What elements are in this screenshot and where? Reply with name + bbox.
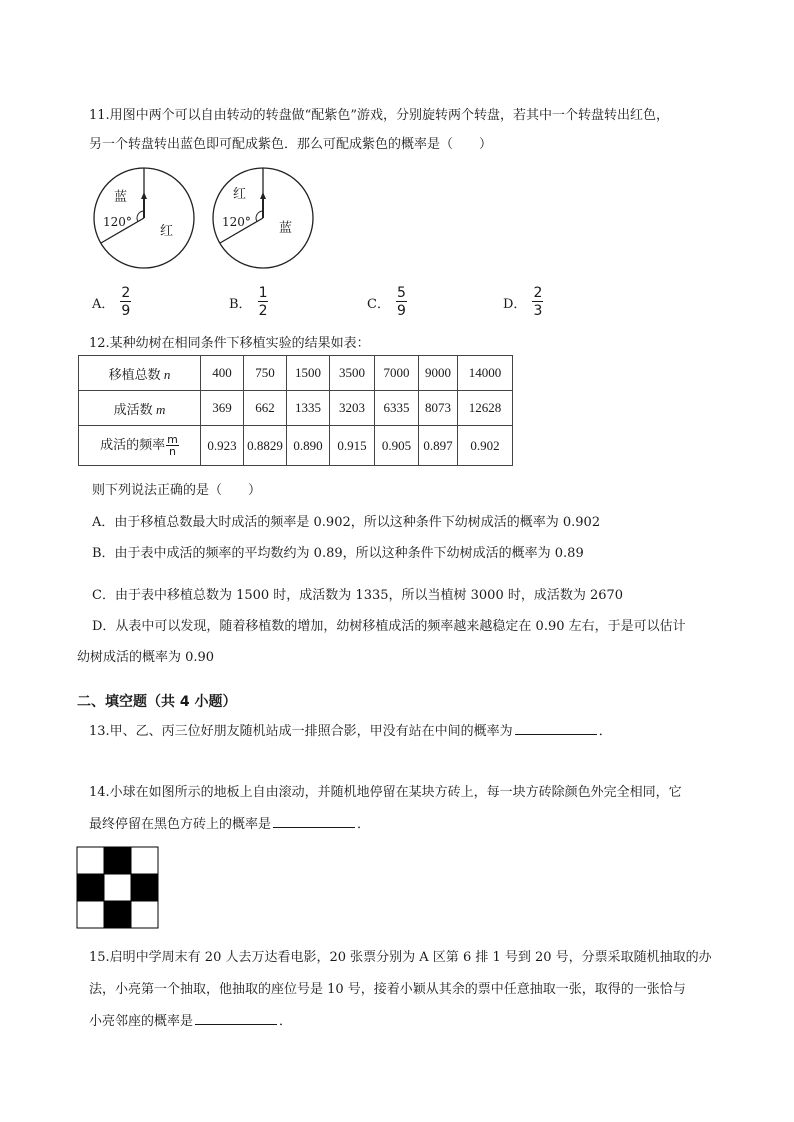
spinner-1-top-label: 蓝 (114, 190, 128, 205)
table-cell: 0.890 (287, 426, 330, 466)
table-row (79, 426, 513, 466)
table-cell: 369 (201, 391, 244, 426)
option-d-fraction (532, 286, 543, 318)
table-row (79, 391, 513, 426)
table-cell: 9000 (419, 356, 458, 391)
fraction-numerator: m (167, 433, 178, 447)
option-letter: B． (229, 296, 252, 312)
frequency-label: 成活的频率 (100, 436, 166, 452)
q12-option-c[interactable]: C．由于表中移植总数为 1500 时，成活数为 1335，所以当植树 3000 时，成活数为 2670 (92, 588, 624, 603)
q14-text: 最终停留在黑色方砖上的概率是 (89, 817, 272, 832)
q12-option-a[interactable]: A．由于移植总数最大时成活的频率是 0.902，所以这种条件下幼树成活的概率为 0.902 (92, 515, 601, 530)
q11-line2: 另一个转盘转出蓝色即可配成紫色．那么可配成紫色的概率是（ ） (89, 137, 493, 152)
fraction-denominator: 9 (121, 303, 131, 319)
table-cell: 3203 (330, 391, 375, 426)
q12-option-b[interactable]: B．由于表中成活的频率的平均数约为 0.89，所以这种条件下幼树成活的概率为 0.89 (92, 546, 584, 561)
q12-stem: 12.某种幼树在相同条件下移植实验的结果如表： (89, 336, 370, 351)
table-cell: 1335 (287, 391, 330, 426)
q12-option-d-line1[interactable]: D．从表中可以发现，随着移植数的增加，幼树移植成活的频率越来越稳定在 0.90 左右，于是可以估计 (92, 619, 686, 634)
spinner-1-angle-label: 120° (103, 215, 132, 229)
table-cell: 3500 (330, 356, 375, 391)
row-header-frequency (79, 426, 201, 466)
q15-line2: 法，小亮第一个抽取，他抽取的座位号是 10 号，接着小颖从其余的票中任意抽取一张，取得的一张恰与 (89, 982, 686, 997)
option-letter: A． (92, 296, 115, 312)
q13-text: 13.甲、乙、丙三位好朋友随机站成一排照合影，甲没有站在中间的概率为 (89, 724, 513, 739)
option-c-fraction (396, 286, 407, 318)
option-b-fraction (258, 286, 269, 318)
table-cell: 6335 (375, 391, 419, 426)
table-cell: 750 (244, 356, 287, 391)
table-cell: 0.8829 (244, 426, 287, 466)
table-cell: 8073 (419, 391, 458, 426)
spinner-1-right-label: 红 (160, 224, 174, 239)
spinner-2-top-label: 红 (233, 187, 247, 202)
fraction-numerator: 2 (533, 285, 543, 301)
white-tile (131, 901, 158, 928)
spinner-1-pointer-head (141, 192, 147, 199)
tile-grid (76, 846, 160, 930)
fraction-denominator: 9 (396, 303, 406, 319)
fraction-numerator: 1 (258, 285, 268, 301)
spinner-2-angle-label: 120° (222, 215, 251, 229)
black-tile (104, 901, 131, 928)
row-header-survived: 成活数 m (79, 391, 201, 426)
fraction-numerator: 2 (121, 285, 131, 301)
option-letter: C． (367, 296, 390, 312)
spinner-2-pointer-head (260, 192, 266, 199)
q14-end: ． (357, 817, 371, 832)
q13 (89, 720, 612, 739)
table-cell: 0.915 (330, 426, 375, 466)
white-tile (77, 847, 104, 874)
table-cell: 400 (201, 356, 244, 391)
q14-line2 (89, 813, 370, 832)
table-cell: 0.905 (375, 426, 419, 466)
white-tile (77, 901, 104, 928)
table-cell: 14000 (458, 356, 513, 391)
white-tile (131, 847, 158, 874)
q12-option-d-line2: 幼树成活的概率为 0.90 (77, 650, 215, 665)
q15-text: 小亮邻座的概率是 (89, 1014, 194, 1029)
table-cell: 662 (244, 391, 287, 426)
q15-line1: 15.启明中学周末有 20 人去万达看电影，20 张票分别为 A 区第 6 排 1 号到 20 号，分票采取随机抽取的办 (89, 950, 712, 965)
table-cell: 0.923 (201, 426, 244, 466)
table-cell: 0.902 (458, 426, 513, 466)
option-a-fraction (120, 286, 131, 318)
option-letter: D． (503, 296, 527, 312)
q11-option-c[interactable] (367, 286, 407, 318)
q12-question: 则下列说法正确的是（ ） (92, 483, 262, 498)
q14-answer-blank[interactable] (273, 815, 355, 828)
fraction-denominator: 3 (533, 303, 543, 319)
table-row (79, 356, 513, 391)
table-cell: 0.897 (419, 426, 458, 466)
black-tile (104, 847, 131, 874)
frequency-fraction (166, 434, 179, 457)
q14-line1: 14.小球在如图所示的地板上自由滚动，并随机地停留在某块方砖上，每一块方砖除颜色外完全相同，它 (89, 785, 682, 800)
fraction-denominator: 2 (258, 303, 268, 319)
fraction-numerator: 5 (396, 285, 406, 301)
black-tile (131, 874, 158, 901)
q11-option-d[interactable] (503, 286, 543, 318)
white-tile (104, 874, 131, 901)
q13-end: ． (598, 724, 612, 739)
q11-line1: 11.用图中两个可以自由转动的转盘做“配紫色”游戏，分别旋转两个转盘，若其中一个转盘转出红色， (89, 108, 669, 123)
q15-end: ． (279, 1014, 293, 1029)
black-tile (77, 874, 104, 901)
q15-line3 (89, 1010, 292, 1029)
q11-option-b[interactable] (229, 286, 268, 318)
spinner-2-right-label: 蓝 (279, 221, 293, 236)
row-header-total: 移植总数 n (79, 356, 201, 391)
fraction-denominator: n (169, 445, 176, 459)
transplant-table (78, 355, 513, 466)
table-cell: 12628 (458, 391, 513, 426)
table-cell: 1500 (287, 356, 330, 391)
table-cell: 7000 (375, 356, 419, 391)
q15-answer-blank[interactable] (195, 1012, 277, 1025)
q11-option-a[interactable] (92, 286, 131, 318)
q13-answer-blank[interactable] (515, 722, 597, 735)
section-title: 二、填空题（共 4 小题） (77, 694, 237, 710)
